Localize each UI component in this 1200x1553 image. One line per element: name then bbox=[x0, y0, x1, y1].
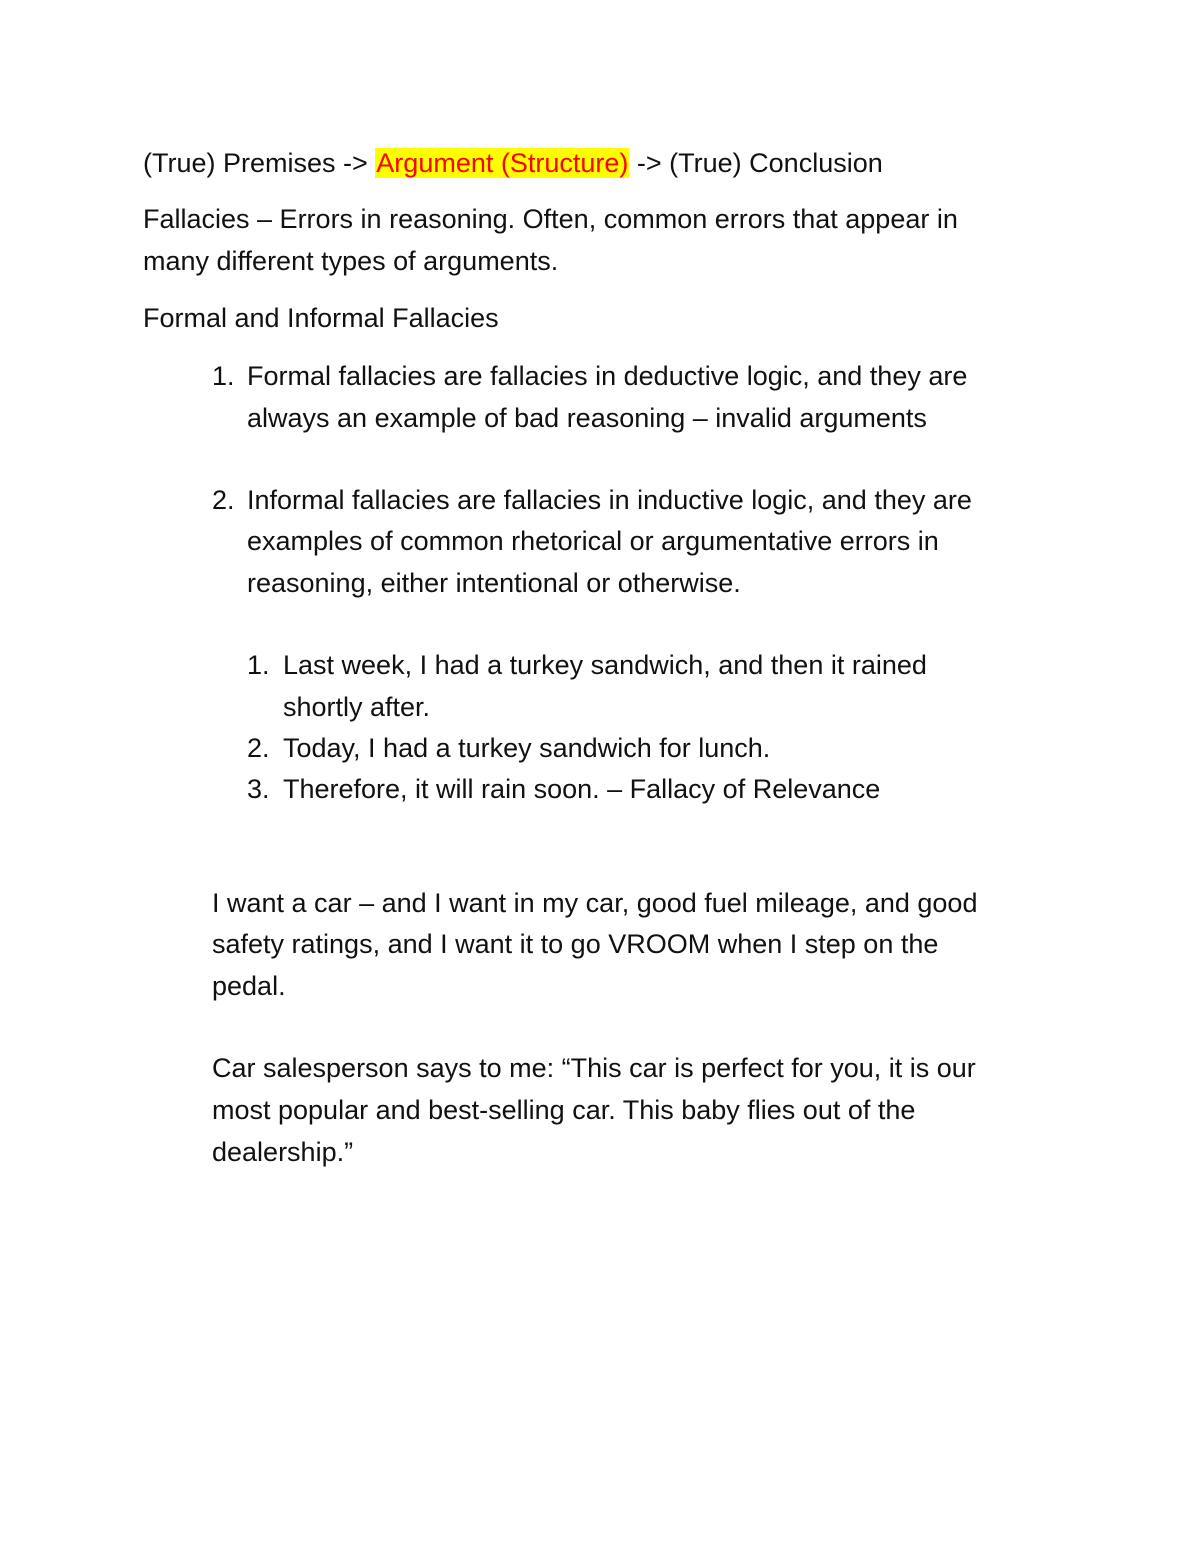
equation-suffix: -> (True) Conclusion bbox=[636, 148, 883, 178]
car-paragraph-line-2: safety ratings, and I want it to go VROOM when I step on the bbox=[212, 929, 939, 959]
car-paragraph-line-3: pedal. bbox=[212, 971, 286, 1001]
equation-prefix: (True) Premises -> bbox=[143, 148, 368, 178]
sublist-item-1-line-2: shortly after. bbox=[283, 692, 431, 722]
premises-equation bbox=[143, 142, 883, 184]
sublist-item-number: 3. bbox=[247, 774, 270, 804]
list-item-1-line-2: always an example of bad reasoning – invalid arguments bbox=[247, 403, 927, 433]
car-paragraph-line-1: I want a car – and I want in my car, good fuel mileage, and good bbox=[212, 888, 978, 918]
list-item-1-line-1: Formal fallacies are fallacies in deductive logic, and they are bbox=[247, 361, 968, 391]
salesperson-paragraph-line-2: most popular and best-selling car. This baby flies out of the bbox=[212, 1095, 916, 1125]
definition-line-2: many different types of arguments. bbox=[143, 246, 559, 276]
list-item-2-line-2: examples of common rhetorical or argumentative errors in bbox=[247, 526, 939, 556]
list-item-2-line-3: reasoning, either intentional or otherwise. bbox=[247, 568, 741, 598]
list-item-number: 1. bbox=[212, 361, 235, 391]
sublist-item-number: 1. bbox=[247, 650, 270, 680]
salesperson-paragraph-line-3: dealership.” bbox=[212, 1137, 354, 1167]
sublist-item-1-line-1: Last week, I had a turkey sandwich, and then it rained bbox=[283, 650, 927, 680]
salesperson-paragraph-line-1: Car salesperson says to me: “This car is perfect for you, it is our bbox=[212, 1053, 976, 1083]
sublist-item-3-line-1: Therefore, it will rain soon. – Fallacy of Relevance bbox=[283, 774, 881, 804]
equation-highlight: Argument (Structure) bbox=[376, 148, 629, 178]
list-item-2-line-1: Informal fallacies are fallacies in inductive logic, and they are bbox=[247, 485, 972, 515]
list-item-number: 2. bbox=[212, 485, 235, 515]
sublist-item-2-line-1: Today, I had a turkey sandwich for lunch. bbox=[283, 733, 771, 763]
section-heading: Formal and Informal Fallacies bbox=[143, 303, 499, 333]
definition-line-1: Fallacies – Errors in reasoning. Often, common errors that appear in bbox=[143, 204, 958, 234]
sublist-item-number: 2. bbox=[247, 733, 270, 763]
